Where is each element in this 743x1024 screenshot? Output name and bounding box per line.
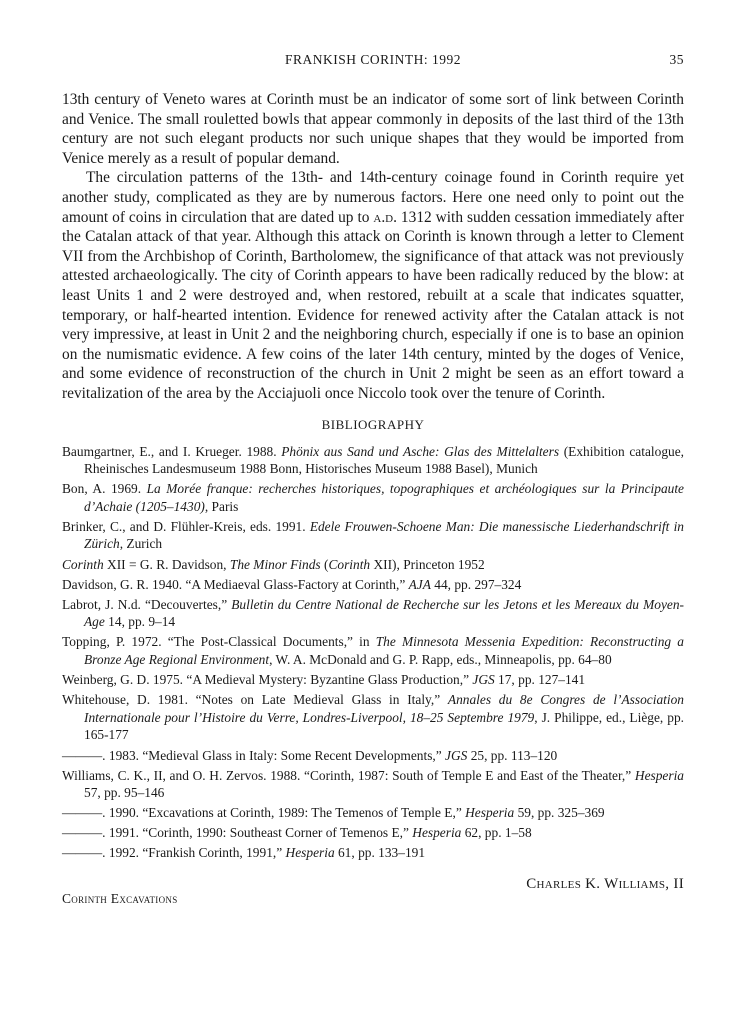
document-page [62,50,684,907]
bibliography-entry: Bon, A. 1969. La Morée franque: recherches historiques, topographiques et archéologiques sur la Principaute d’Achaie (1205–1430), Paris [62,481,684,514]
bibliography-entry: Topping, P. 1972. “The Post-Classical Documents,” in The Minnesota Messenia Expedition: Reconstructing a Bronze Age Regional Environment, W. A. McDonald and G. P. Rapp, eds., Minneapolis, pp. 64–80 [62,634,684,668]
author-affiliation: Corinth Excavations [62,891,178,907]
bibliography-entry: ———. 1990. “Excavations at Corinth, 1989: The Temenos of Temple E,” Hesperia 59, pp. 325–369 [62,805,605,821]
bibliography-entry: Baumgartner, E., and I. Krueger. 1988. Phönix aus Sand und Asche: Glas des Mittelalters (Exhibition catalogue, Rheinisches Landesmuseum 1988 Bonn, Historisches Museum 1988 Basel), Munich [62,443,684,477]
body-text [62,90,684,404]
paragraph-2 [62,168,684,403]
bibliography-entry: ———. 1992. “Frankish Corinth, 1991,” Hesperia 61, pp. 133–191 [62,845,426,861]
bibliography-heading: BIBLIOGRAPHY [321,416,425,432]
bibliography-entry: Corinth XII = G. R. Davidson, The Minor Finds (Corinth XII), Princeton 1952 [62,556,485,572]
bibliography-entry: ———. 1991. “Corinth, 1990: Southeast Corner of Temenos E,” Hesperia 62, pp. 1–58 [62,825,532,841]
bibliography-entry: Brinker, C., and D. Flühler-Kreis, eds. 1991. Edele Frouwen-Schoene Man: Die manessische Liederhandschrift in Zürich, Zurich [62,518,684,552]
era-abbreviation: a.d. [373,208,397,226]
paragraph-2-part-a: The circulation patterns of the 13th- and 14th-century coinage found in Corinth require yet another study, complicated as they are by numerous factors. Here one need only to point out the amount of coins in circulation that are dated up to [62,169,684,226]
bibliography-entry: Davidson, G. R. 1940. “A Mediaeval Glass-Factory at Corinth,” AJA 44, pp. 297–324 [62,576,522,592]
running-title: FRANKISH CORINTH: 1992 [284,52,461,67]
bibliography-entry: Whitehouse, D. 1981. “Notes on Late Medieval Glass in Italy,” Annales du 8e Congres de l’Association Internationale pour l’Histoire du Verre, Londres-Liverpool, 18–25 Septembre 1979, J. Philippe, ed., Liège, pp. 165-177 [62,692,684,743]
running-header [62,50,684,72]
bibliography-entry: ———. 1983. “Medieval Glass in Italy: Some Recent Developments,” JGS 25, pp. 113–120 [62,747,558,763]
author-signature: Charles K. Williams, II [526,876,684,893]
bibliography-entry: Labrot, J. N.d. “Decouvertes,” Bulletin du Centre National de Recherche sur les Jetons et les Mereaux du Moyen-Age 14, pp. 9–14 [62,596,684,630]
paragraph-1: 13th century of Veneto wares at Corinth must be an indicator of some sort of link between Corinth and Venice. The small rouletted bowls that appear commonly in deposits of the last third of the 13th century are not such elegant products nor such unique shapes that they would be imported from Venice merely as a result of popular demand. [62,91,684,167]
bibliography-list [62,443,684,863]
page-number: 35 [669,52,684,67]
paragraph-2-part-b: 1312 with sudden cessation immediately after the Catalan attack of that year. Although this attack on Corinth is known through a letter to Clement VII from the Archbishop of Corinth, Bartholomew, the significance of that attack was not previously attested archaeologically. The city of Corinth appears to have been radically reduced by the blow: at least Units 1 and 2 were destroyed and, when restored, rebuilt at a scale that indicates squatter, temporary, or half-hearted intention. Evidence for renewed activity after the Catalan attack is not very impressive, at least in Unit 2 and the neighboring church, especially if one is to base an opinion on the numismatic evidence. A few coins of the later 14th century, minted by the doges of Venice, and some evidence of reconstruction of the church in Unit 2 might be seen as an effort toward a revitalization of the area by the Acciajuoli once Niccolo took over the tenure of Corinth. [62,208,684,402]
bibliography-entry: Weinberg, G. D. 1975. “A Medieval Mystery: Byzantine Glass Production,” JGS 17, pp. 127–141 [62,672,586,688]
bibliography-entry: Williams, C. K., II, and O. H. Zervos. 1988. “Corinth, 1987: South of Temple E and East of the Theater,” Hesperia 57, pp. 95–146 [62,767,684,801]
